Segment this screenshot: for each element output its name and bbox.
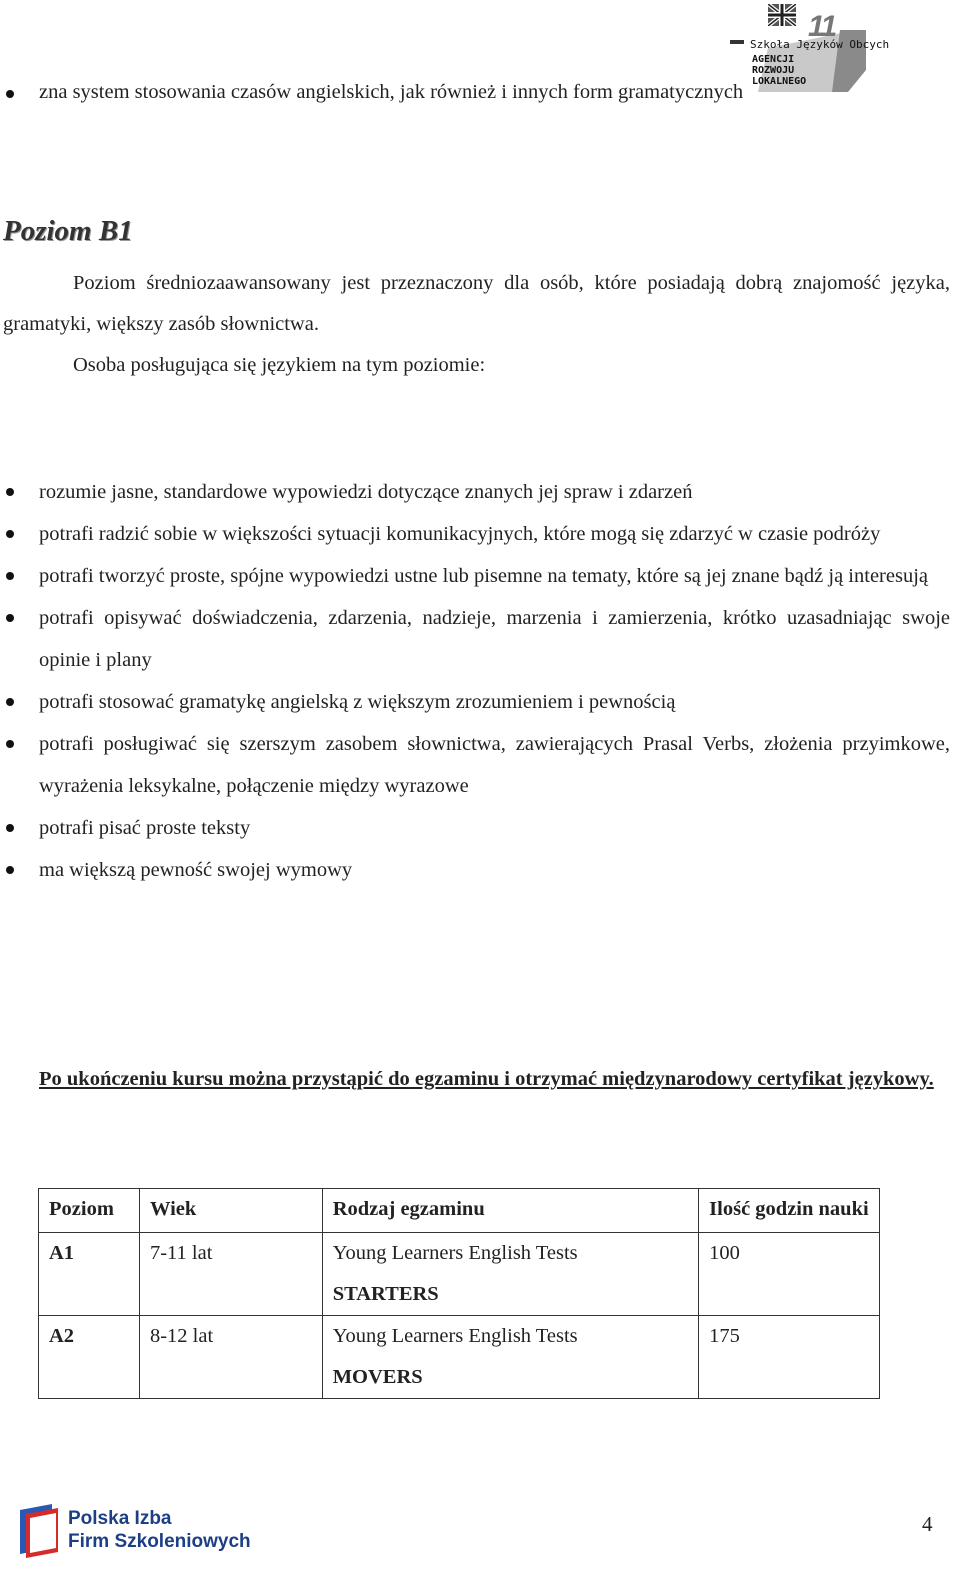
bullet-icon [6,866,14,874]
exam-name: STARTERS [332,1283,439,1305]
intro-paragraph: Poziom średniozaawansowany jest przeznaczony dla osób, które posiadają dobrą znajomość języka, gramatyki, większy zasób słownictwa. [3,272,950,335]
list-item [0,723,950,807]
list-item [0,681,950,723]
table-row [39,1316,880,1399]
logo-number: 11 [808,10,836,43]
list-item-text: potrafi opisywać doświadczenia, zdarzenia, nadzieje, marzenia i zamierzenia, krótko uzasadniając swoje opinie i plany [39,607,950,671]
table-header-cell: Poziom [39,1189,140,1233]
bullet-icon [6,614,14,622]
table-cell-exam [322,1233,698,1316]
table-header-cell: Rodzaj egzaminu [322,1189,698,1233]
bullet-icon [6,488,14,496]
list-item [0,807,950,849]
table-header-cell: Ilość godzin nauki [699,1189,880,1233]
list-item-text: rozumie jasne, standardowe wypowiedzi dotyczące znanych jej spraw i zdarzeń [39,481,693,503]
list-item-text: potrafi stosować gramatykę angielską z większym zrozumieniem i pewnością [39,691,676,713]
skills-list [0,471,950,891]
list-item [0,849,950,891]
list-item-text: potrafi tworzyć proste, spójne wypowiedzi ustne lub pisemne na tematy, które są jej znane bądź ją interesują [39,565,928,587]
bullet-icon [6,572,14,580]
logo-agency-line: ROZWOJU [752,65,795,76]
table-cell-level: A2 [39,1316,140,1399]
list-item-text: ma większą pewność swojej wymowy [39,859,353,881]
logo-line-1: Polska Izba [68,1508,172,1529]
list-item [0,471,950,513]
page-number: 4 [922,1512,933,1536]
list-item-text: zna system stosowania czasów angielskich, jak również i innych form gramatycznych [39,81,744,103]
table-header-cell: Wiek [139,1189,322,1233]
list-item [0,513,950,555]
bullet-icon [6,824,14,832]
list-item-text: potrafi radzić sobie w większości sytuacji komunikacyjnych, które mogą się zdarzyć w czasie podróży [39,523,881,545]
table-cell-hours: 175 [699,1316,880,1399]
exam-type: Young Learners English Tests [332,1325,578,1347]
table-cell-hours: 100 [699,1233,880,1316]
list-item-text: potrafi pisać proste teksty [39,817,251,839]
table-cell-age: 7-11 lat [139,1233,322,1316]
list-item [0,555,950,597]
section-heading: Poziom B1 [3,215,133,247]
logo-agency-line: LOKALNEGO [752,76,807,87]
table-row [39,1233,880,1316]
table-cell-exam [322,1316,698,1399]
uk-flag-icon [768,4,796,26]
table-header-row [39,1189,880,1233]
pifs-logo [16,1500,251,1562]
table-cell-age: 8-12 lat [139,1316,322,1399]
list-item [0,597,950,681]
exam-note: Po ukończeniu kursu można przystąpić do egzaminu i otrzymać międzynarodowy certyfikat językowy. [39,1068,934,1090]
lead-paragraph: Osoba posługująca się językiem na tym poziomie: [73,354,486,376]
list-item-text: potrafi posługiwać się szerszym zasobem słownictwa, zawierających Prasal Verbs, złożenia przyimkowe, wyrażenia leksykalne, połączenie między wyrazowe [39,733,950,797]
logo-line-2: Firm Szkoleniowych [68,1531,251,1552]
logo-agency-line: AGENCJI [752,54,795,65]
book-logo-icon [16,1502,64,1558]
bullet-icon [6,740,14,748]
exam-table [38,1188,880,1399]
bullet-icon [6,530,14,538]
table-cell-level: A1 [39,1233,140,1316]
logo-school-name: Szkoła Języków Obcych [750,38,890,51]
exam-type: Young Learners English Tests [332,1242,578,1264]
exam-name: MOVERS [332,1366,423,1388]
bullet-icon [6,698,14,706]
bullet-icon [6,90,14,98]
